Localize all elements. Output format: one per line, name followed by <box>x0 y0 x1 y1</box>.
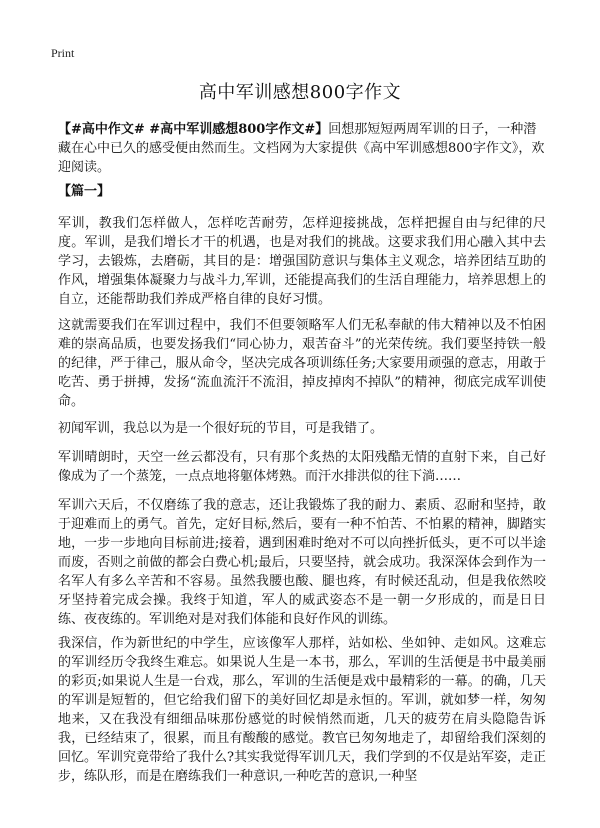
page-title: 高中军训感想800字作文 <box>198 82 402 103</box>
body-paragraph-4: 军训晴朗时，天空一丝云都没有，只有那个炙热的太阳残酷无情的直射下来，自己好像成为了一个蒸笼，一点点地将躯体烤熟。而汗水排洪似的往下淌…… <box>58 450 546 484</box>
body-paragraph-6: 我深信，作为新世纪的中学生，应该像军人那样，站如松、坐如钟、走如风。这难忘的军训经历令我终生难忘。如果说人生是一本书，那么，军训的生活便是书中最美丽的彩页;如果说人生是一台戏，那么，军训的生活便是戏中最精彩的一幕。的确，几天的军训是短暂的，但它给我们留下的美好回忆却是永恒的。军训，就如梦一样，匆匆地来，又在我没有细细品味那份感觉的时候悄然而逝，几天的疲劳在肩头隐隐告诉我，已经结束了，很累，而且有酸酸的感觉。教官已匆匆地走了，却留给我们深刻的回忆。军训究竟带给了我什么?其实我觉得军训几天，我们学到的不仅是站军姿，走正步，练队形，而是在磨练我们一种意识,一种吃苦的意识,一种坚 <box>58 636 546 784</box>
body-paragraph-2: 这就需要我们在军训过程中，我们不但要领略军人们无私奉献的伟大精神以及不怕困难的崇高品质，也要发扬我们“同心协力，艰苦奋斗”的光荣传统。我们要坚持铁一般的纪律，严于律己，服从命令，坚决完成各项训练任务;大家要用顽强的意志，用敢于吃苦、勇于拼搏，发扬“流血流汗不流泪，掉皮掉肉不掉队”的精神，彻底完成军训使命。 <box>58 318 546 409</box>
section-heading: 【篇一】 <box>58 184 111 199</box>
intro-paragraph <box>58 120 546 177</box>
intro-text: 回想那短短两周军训的日子，一种潜藏在心中已久的感受便由然而生。文档网为大家提供《高中军训感想800字作文》，欢迎阅读。 <box>58 122 545 175</box>
print-link[interactable]: Print <box>51 46 75 60</box>
intro-tag: 【#高中作文# #高中军训感想800字作文#】 <box>58 122 329 137</box>
body-paragraph-5: 军训六天后，不仅磨练了我的意志，还让我锻炼了我的耐力、素质、忍耐和坚持，敢于迎难而上的勇气。首先，定好目标,然后，要有一种不怕苦、不怕累的精神，脚踏实地，一步一步地向目标前进;接着，遇到困难时绝对不可以向挫折低头，更不可以半途而废，否则之前做的都会白费心机;最后，只要坚持，就会成功。我深深体会到作为一名军人有多么辛苦和不容易。虽然我腰也酸、腿也疼，有时候还乱动，但是我依然咬牙坚持着完成会操。我终于知道，军人的威武姿态不是一朝一夕形成的，而是日日练、夜夜练的。军训绝对是对我们体能和良好作风的训练。 <box>58 498 546 627</box>
body-paragraph-3: 初闻军训，我总以为是一个很好玩的节目，可是我错了。 <box>58 421 384 436</box>
body-paragraph-1: 军训，教我们怎样做人，怎样吃苦耐劳，怎样迎接挑战，怎样把握自由与纪律的尺度。军训，是我们增长才干的机遇，也是对我们的挑战。这要求我们用心融入其中去学习，去锻炼，去磨砺，其目的是：增强国防意识与集体主义观念，培养团结互助的作风，增强集体凝聚力与战斗力,军训，还能提高我们的生活自理能力，培养思想上的自立，还能帮助我们养成严格自律的良好习惯。 <box>58 216 546 307</box>
